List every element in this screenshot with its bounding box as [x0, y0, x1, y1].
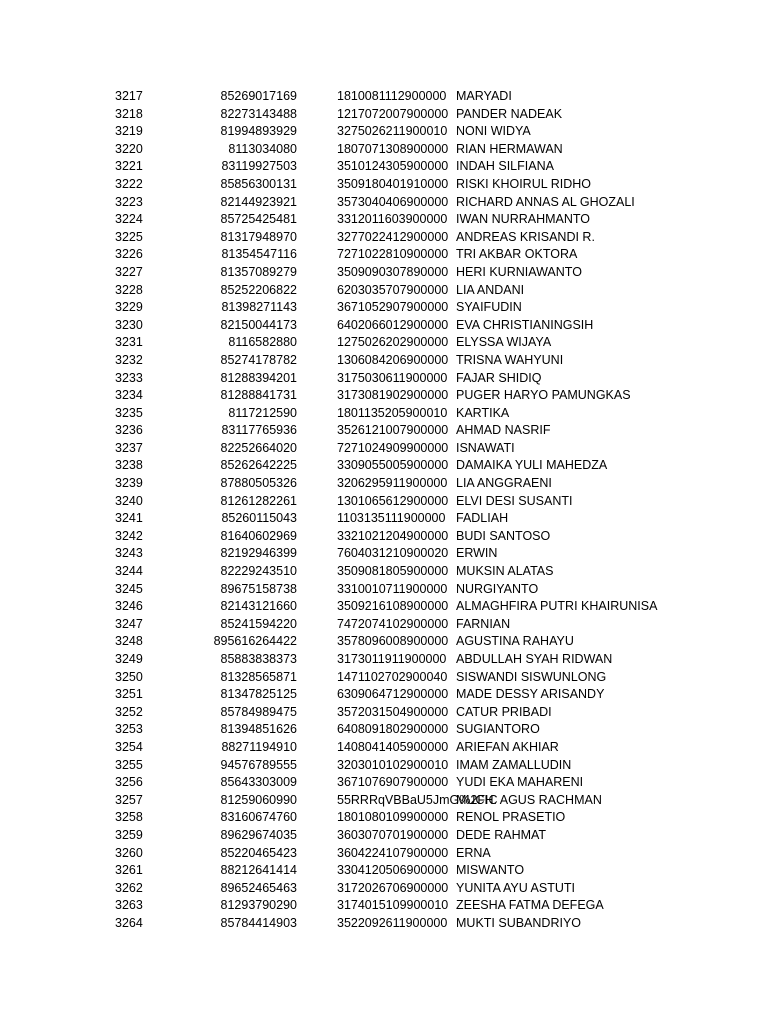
nik-cell: 7604031210900020 — [337, 546, 449, 561]
phone-number-cell: 85856300131 — [220, 176, 297, 191]
row-id-cell: 3239 — [115, 476, 143, 491]
table-row — [0, 704, 768, 722]
phone-number-cell: 85725425481 — [220, 212, 297, 227]
name-cell: DEDE RAHMAT — [456, 827, 547, 842]
phone-number-cell: 8116582880 — [228, 335, 297, 350]
table-row — [0, 897, 768, 915]
name-cell: AGUSTINA RAHAYU — [456, 634, 574, 649]
nik-cell: 3206295911900000 — [337, 476, 448, 491]
table-row — [0, 757, 768, 775]
name-cell: LIA ANGGRAENI — [456, 476, 552, 491]
name-cell: AHMAD NASRIF — [456, 423, 551, 438]
name-cell: RENOL PRASETIO — [456, 810, 566, 825]
row-id-cell: 3227 — [115, 264, 143, 279]
name-cell: YUDI EKA MAHARENI — [456, 775, 584, 790]
table-row — [0, 809, 768, 827]
nik-cell: 6408091802900000 — [337, 722, 449, 737]
row-id-cell: 3249 — [115, 652, 143, 666]
table-row — [0, 334, 768, 352]
nik-cell: 3578096008900000 — [337, 634, 449, 649]
row-id-cell: 3234 — [115, 388, 143, 403]
row-id-cell: 3232 — [115, 352, 143, 367]
phone-number-cell: 85269017169 — [220, 89, 297, 103]
table-row — [0, 440, 768, 458]
row-id-cell: 3238 — [115, 458, 143, 473]
nik-cell: 3310010711900000 — [337, 581, 448, 596]
row-id-cell: 3250 — [115, 669, 143, 684]
phone-number-cell: 82192946399 — [220, 546, 297, 561]
phone-number-cell: 85883838373 — [220, 652, 297, 666]
table-row — [0, 739, 768, 757]
phone-number-cell: 82144923921 — [220, 194, 297, 209]
name-cell: SUGIANTORO — [456, 722, 540, 737]
name-cell: PUGER HARYO PAMUNGKAS — [456, 388, 631, 403]
phone-number-cell: 81394851626 — [220, 722, 297, 737]
name-cell: ABDULLAH SYAH RIDWAN — [456, 652, 613, 666]
phone-number-cell: 82229243510 — [220, 564, 297, 579]
name-cell: CATUR PRIBADI — [456, 704, 552, 719]
table-row — [0, 158, 768, 176]
name-cell: YUNITA AYU ASTUTI — [456, 880, 576, 895]
row-id-cell: 3236 — [115, 423, 143, 438]
name-cell: RISKI KHOIRUL RIDHO — [456, 176, 591, 191]
row-id-cell: 3245 — [115, 581, 143, 596]
phone-number-cell: 82252664020 — [220, 440, 297, 455]
name-cell: PANDER NADEAK — [456, 106, 563, 121]
nik-cell: 1301065612900000 — [337, 493, 449, 508]
row-id-cell: 3243 — [115, 546, 143, 561]
name-cell: FARNIAN — [456, 616, 511, 631]
nik-cell: 3275026211900010 — [337, 124, 448, 139]
row-id-cell: 3230 — [115, 317, 143, 332]
nik-cell: 1810081112900000 — [337, 89, 447, 103]
name-cell: ERNA — [456, 845, 491, 860]
phone-number-cell: 81640602969 — [220, 528, 297, 543]
row-id-cell: 3223 — [115, 194, 143, 209]
name-cell: MISWANTO — [456, 863, 525, 878]
row-id-cell: 3228 — [115, 282, 143, 297]
phone-number-cell: 81259060990 — [220, 792, 297, 807]
phone-number-cell: 895616264422 — [213, 634, 297, 649]
nik-cell: 3175030611900000 — [337, 370, 448, 385]
nik-cell: 55RRRqVBBaU5JmG%2FIC — [337, 792, 498, 807]
phone-number-cell: 81328565871 — [220, 669, 297, 684]
row-id-cell: 3221 — [115, 159, 143, 174]
table-row — [0, 528, 768, 546]
phone-number-cell: 81398271143 — [221, 300, 297, 315]
row-id-cell: 3235 — [115, 405, 143, 420]
name-cell: NONI WIDYA — [456, 124, 531, 139]
data-table — [0, 88, 768, 933]
nik-cell: 1807071308900000 — [337, 141, 449, 156]
row-id-cell: 3262 — [115, 880, 143, 895]
name-cell: MADE DESSY ARISANDY — [456, 687, 605, 702]
row-id-cell: 3256 — [115, 775, 143, 790]
nik-cell: 3526121007900000 — [337, 423, 449, 438]
row-id-cell: 3260 — [115, 845, 143, 860]
name-cell: ELVI DESI SUSANTI — [456, 493, 573, 508]
nik-cell: 3309055005900000 — [337, 458, 449, 473]
table-row — [0, 352, 768, 370]
name-cell: MUKSIN ALATAS — [456, 564, 554, 579]
row-id-cell: 3217 — [115, 89, 143, 103]
row-id-cell: 3259 — [115, 827, 143, 842]
phone-number-cell: 81354547116 — [221, 247, 297, 262]
table-row — [0, 475, 768, 493]
table-row — [0, 792, 768, 810]
row-id-cell: 3225 — [115, 229, 143, 244]
name-cell: TRI AKBAR OKTORA — [456, 247, 578, 262]
table-row — [0, 405, 768, 423]
table-row — [0, 194, 768, 212]
table-row — [0, 229, 768, 247]
table-row — [0, 422, 768, 440]
phone-number-cell: 85241594220 — [220, 616, 297, 631]
row-id-cell: 3247 — [115, 616, 143, 631]
table-row — [0, 774, 768, 792]
table-row — [0, 845, 768, 863]
row-id-cell: 3244 — [115, 564, 143, 579]
table-row — [0, 387, 768, 405]
table-row — [0, 827, 768, 845]
name-cell: BUDI SANTOSO — [456, 528, 551, 543]
nik-cell: 3172026706900000 — [337, 880, 449, 895]
table-row — [0, 317, 768, 335]
phone-number-cell: 82273143488 — [220, 106, 297, 121]
phone-number-cell: 87880505326 — [220, 476, 297, 491]
row-id-cell: 3263 — [115, 898, 143, 913]
table-row — [0, 299, 768, 317]
name-cell: KARTIKA — [456, 405, 510, 420]
row-id-cell: 3251 — [115, 687, 143, 702]
phone-number-cell: 85784989475 — [220, 704, 297, 719]
table-row — [0, 176, 768, 194]
nik-cell: 3509216108900000 — [337, 599, 449, 614]
nik-cell: 3522092611900000 — [337, 915, 448, 930]
nik-cell: 1103135111900000 — [337, 511, 446, 526]
name-cell: FADLIAH — [456, 511, 509, 526]
phone-number-cell: 81288841731 — [220, 388, 297, 403]
name-cell: HERI KURNIAWANTO — [456, 264, 582, 279]
phone-number-cell: 85784414903 — [220, 915, 297, 930]
nik-cell: 1801080109900000 — [337, 810, 449, 825]
phone-number-cell: 81357089279 — [220, 264, 297, 279]
phone-number-cell: 85274178782 — [220, 352, 297, 367]
name-cell: TRISNA WAHYUNI — [456, 352, 564, 367]
nik-cell: 1306084206900000 — [337, 352, 449, 367]
row-id-cell: 3253 — [115, 722, 143, 737]
nik-cell: 3509081805900000 — [337, 564, 449, 579]
nik-cell: 3509180401910000 — [337, 176, 449, 191]
phone-number-cell: 83160674760 — [220, 810, 297, 825]
row-id-cell: 3218 — [115, 106, 143, 121]
row-id-cell: 3241 — [115, 511, 143, 526]
table-row — [0, 598, 768, 616]
nik-cell: 6309064712900000 — [337, 687, 449, 702]
table-row — [0, 106, 768, 124]
nik-cell: 1217072007900000 — [337, 106, 449, 121]
table-row — [0, 616, 768, 634]
row-id-cell: 3258 — [115, 810, 143, 825]
row-id-cell: 3229 — [115, 300, 143, 315]
phone-number-cell: 89652465463 — [220, 880, 297, 895]
name-cell: EVA CHRISTIANINGSIH — [456, 317, 594, 332]
name-cell: LIA ANDANI — [456, 282, 525, 297]
nik-cell: 3173011911900000 — [337, 652, 447, 666]
name-cell: IWAN NURRAHMANTO — [456, 212, 591, 227]
table-row — [0, 669, 768, 687]
row-id-cell: 3226 — [115, 247, 143, 262]
nik-cell: 1801135205900010 — [337, 405, 448, 420]
table-row — [0, 651, 768, 669]
nik-cell: 3304120506900000 — [337, 863, 449, 878]
phone-number-cell: 81347825125 — [220, 687, 297, 702]
phone-number-cell: 8113034080 — [228, 141, 297, 156]
nik-cell: 6402066012900000 — [337, 317, 449, 332]
phone-number-cell: 94576789555 — [220, 757, 297, 772]
nik-cell: 7271022810900000 — [337, 247, 449, 262]
nik-cell: 3671052907900000 — [337, 300, 449, 315]
nik-cell: 3603070701900000 — [337, 827, 449, 842]
table-row — [0, 370, 768, 388]
nik-cell: 1408041405900000 — [337, 739, 449, 754]
nik-cell: 3671076907900000 — [337, 775, 449, 790]
row-id-cell: 3222 — [115, 176, 143, 191]
phone-number-cell: 81288394201 — [220, 370, 297, 385]
row-id-cell: 3252 — [115, 704, 143, 719]
name-cell: MARYADI — [456, 89, 512, 103]
table-row — [0, 862, 768, 880]
phone-number-cell: 85262642225 — [220, 458, 297, 473]
phone-number-cell: 85260115043 — [221, 511, 297, 526]
row-id-cell: 3220 — [115, 141, 143, 156]
table-row — [0, 633, 768, 651]
table-row — [0, 915, 768, 933]
name-cell: SYAIFUDIN — [456, 300, 522, 315]
phone-number-cell: 83117765936 — [221, 423, 297, 438]
table-row — [0, 141, 768, 159]
name-cell: ALMAGHFIRA PUTRI KHAIRUNISA — [456, 599, 658, 614]
name-cell: FAJAR SHIDIQ — [456, 370, 542, 385]
name-cell: ERWIN — [456, 546, 498, 561]
phone-number-cell: 89629674035 — [220, 827, 297, 842]
nik-cell: 3203010102900010 — [337, 757, 449, 772]
table-row — [0, 686, 768, 704]
table-row — [0, 88, 768, 106]
name-cell: ARIEFAN AKHIAR — [456, 739, 559, 754]
nik-cell: 3509090307890000 — [337, 264, 449, 279]
name-cell: SISWANDI SISWUNLONG — [456, 669, 607, 684]
name-cell: RIAN HERMAWAN — [456, 141, 563, 156]
name-cell: IMAM ZAMALLUDIN — [456, 757, 572, 772]
table-row — [0, 493, 768, 511]
nik-cell: 3277022412900000 — [337, 229, 449, 244]
name-cell: NURGIYANTO — [456, 581, 539, 596]
name-cell: ZEESHA FATMA DEFEGA — [456, 898, 604, 913]
phone-number-cell: 88212641414 — [220, 863, 297, 878]
row-id-cell: 3257 — [115, 792, 143, 807]
phone-number-cell: 81293790290 — [220, 898, 297, 913]
name-cell: MUKTI SUBANDRIYO — [456, 915, 582, 930]
row-id-cell: 3242 — [115, 528, 143, 543]
table-row — [0, 545, 768, 563]
phone-number-cell: 8117212590 — [228, 405, 297, 420]
nik-cell: 3604224107900000 — [337, 845, 449, 860]
nik-cell: 6203035707900000 — [337, 282, 449, 297]
table-row — [0, 457, 768, 475]
nik-cell: 3174015109900010 — [337, 898, 449, 913]
nik-cell: 3573040406900000 — [337, 194, 449, 209]
row-id-cell: 3254 — [115, 739, 143, 754]
row-id-cell: 3264 — [115, 915, 143, 930]
table-row — [0, 123, 768, 141]
phone-number-cell: 81261282261 — [220, 493, 297, 508]
phone-number-cell: 83119927503 — [221, 159, 297, 174]
table-row — [0, 581, 768, 599]
phone-number-cell: 89675158738 — [220, 581, 297, 596]
nik-cell: 3312011603900000 — [337, 212, 448, 227]
table-row — [0, 510, 768, 528]
nik-cell: 3572031504900000 — [337, 704, 449, 719]
nik-cell: 1275026202900000 — [337, 335, 449, 350]
name-cell: DAMAIKA YULI MAHEDZA — [456, 458, 608, 473]
name-cell: ANDREAS KRISANDI R. — [456, 229, 595, 244]
phone-number-cell: 88271194910 — [221, 739, 297, 754]
phone-number-cell: 85643303009 — [220, 775, 297, 790]
phone-number-cell: 81994893929 — [220, 124, 297, 139]
table-row — [0, 246, 768, 264]
name-cell: RICHARD ANNAS AL GHOZALI — [456, 194, 635, 209]
row-id-cell: 3246 — [115, 599, 143, 614]
nik-cell: 3173081902900000 — [337, 388, 449, 403]
nik-cell: 1471102702900040 — [337, 669, 448, 684]
table-row — [0, 282, 768, 300]
phone-number-cell: 82143121660 — [220, 599, 297, 614]
row-id-cell: 3231 — [115, 335, 143, 350]
table-row — [0, 211, 768, 229]
row-id-cell: 3237 — [115, 440, 143, 455]
row-id-cell: 3219 — [115, 124, 143, 139]
row-id-cell: 3255 — [115, 757, 143, 772]
row-id-cell: 3233 — [115, 370, 143, 385]
row-id-cell: 3240 — [115, 493, 143, 508]
nik-cell: 7472074102900000 — [337, 616, 449, 631]
table-row — [0, 880, 768, 898]
row-id-cell: 3261 — [115, 863, 143, 878]
row-id-cell: 3224 — [115, 212, 143, 227]
nik-cell: 3321021204900000 — [337, 528, 449, 543]
nik-cell: 7271024909900000 — [337, 440, 449, 455]
table-row — [0, 563, 768, 581]
name-cell: MUCH. AGUS RACHMAN — [456, 792, 602, 807]
name-cell: ELYSSA WIJAYA — [456, 335, 552, 350]
row-id-cell: 3248 — [115, 634, 143, 649]
table-row — [0, 721, 768, 739]
phone-number-cell: 81317948970 — [220, 229, 297, 244]
nik-cell: 3510124305900000 — [337, 159, 449, 174]
phone-number-cell: 82150044173 — [220, 317, 297, 332]
name-cell: ISNAWATI — [456, 440, 515, 455]
name-cell: INDAH SILFIANA — [456, 159, 554, 174]
phone-number-cell: 85220465423 — [220, 845, 297, 860]
phone-number-cell: 85252206822 — [220, 282, 297, 297]
table-row — [0, 264, 768, 282]
